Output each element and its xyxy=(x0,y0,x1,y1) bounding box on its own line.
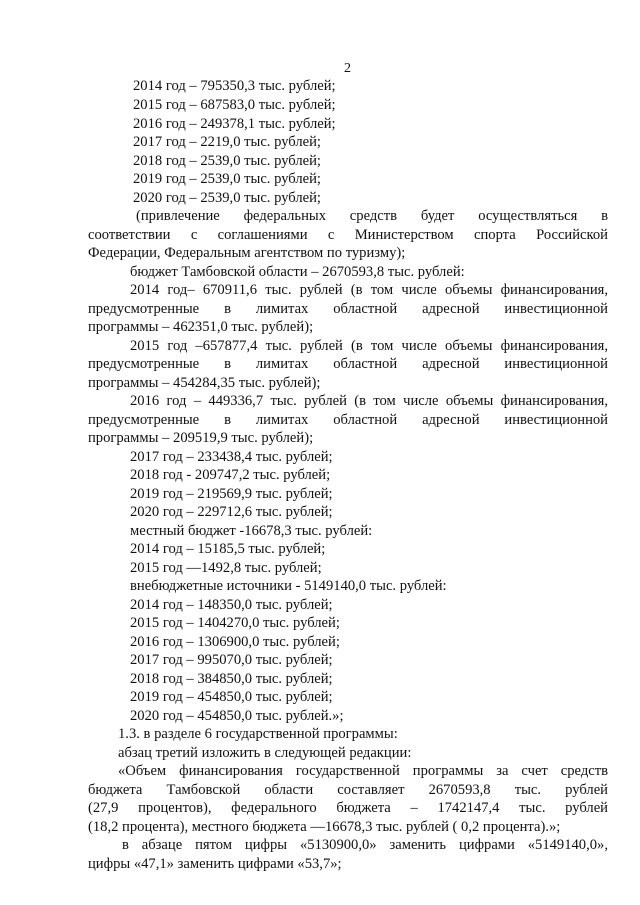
page-number: 2 xyxy=(344,61,351,76)
text-line: 2020 год – 454850,0 тыс. рублей.»; xyxy=(130,708,344,724)
text-line: местный бюджет -16678,3 тыс. рублей: xyxy=(130,523,373,539)
text-line: 2017 год – 233438,4 тыс. рублей; xyxy=(130,449,333,465)
text-line: 2016 год – 449336,7 тыс. рублей (в том числе объемы финансирования, xyxy=(130,393,608,409)
text-line: «Объем финансирования государственной программы за счет средств xyxy=(118,763,608,779)
text-line: бюджета Тамбовской области составляет 2670593,8 тыс. рублей xyxy=(88,782,608,798)
text-line: 2015 год —1492,8 тыс. рублей; xyxy=(130,560,322,576)
text-line: (привлечение федеральных средств будет осуществляться в xyxy=(136,208,608,224)
text-line: 2016 год – 249378,1 тыс. рублей; xyxy=(133,116,336,132)
text-line: 1.3. в разделе 6 государственной программы: xyxy=(118,726,398,742)
text-line: в абзаце пятом цифры «5130900,0» заменить цифрами «5149140,0», xyxy=(122,837,608,853)
text-line: предусмотренные в лимитах областной адресной инвестиционной xyxy=(88,301,608,317)
text-line: 2014 год – 795350,3 тыс. рублей; xyxy=(133,78,336,94)
text-line: 2017 год – 995070,0 тыс. рублей; xyxy=(130,652,333,668)
text-line: предусмотренные в лимитах областной адресной инвестиционной xyxy=(88,356,608,372)
text-line: 2019 год – 454850,0 тыс. рублей; xyxy=(130,689,333,705)
text-line: 2016 год – 1306900,0 тыс. рублей; xyxy=(130,634,340,650)
text-line: 2015 год – 1404270,0 тыс. рублей; xyxy=(130,615,340,631)
text-line: (18,2 процента), местного бюджета —16678,3 тыс. рублей ( 0,2 процента).»; xyxy=(88,819,561,835)
text-line: внебюджетные источники - 5149140,0 тыс. рублей: xyxy=(130,578,447,594)
text-line: 2018 год – 2539,0 тыс. рублей; xyxy=(133,153,321,169)
text-line: 2018 год – 384850,0 тыс. рублей; xyxy=(130,671,333,687)
text-line: предусмотренные в лимитах областной адресной инвестиционной xyxy=(88,412,608,428)
text-line: абзац третий изложить в следующей редакции: xyxy=(118,745,412,761)
text-line: 2015 год –657877,4 тыс. рублей (в том числе объемы финансирования, xyxy=(130,338,608,354)
text-line: программы – 462351,0 тыс. рублей); xyxy=(88,319,314,335)
text-line: программы – 454284,35 тыс. рублей); xyxy=(88,375,321,391)
text-line: 2020 год – 229712,6 тыс. рублей; xyxy=(130,504,333,520)
text-line: 2015 год – 687583,0 тыс. рублей; xyxy=(133,97,336,113)
text-line: 2014 год– 670911,6 тыс. рублей (в том числе объемы финансирования, xyxy=(130,282,608,298)
text-line: (27,9 процентов), федерального бюджета – 1742147,4 тыс. рублей xyxy=(88,800,608,816)
text-line: 2020 год – 2539,0 тыс. рублей; xyxy=(133,190,321,206)
text-line: 2019 год – 2539,0 тыс. рублей; xyxy=(133,171,321,187)
text-line: бюджет Тамбовской области – 2670593,8 тыс. рублей: xyxy=(130,264,465,280)
text-line: 2014 год – 148350,0 тыс. рублей; xyxy=(130,597,333,613)
text-line: 2014 год – 15185,5 тыс. рублей; xyxy=(130,541,326,557)
text-line: 2017 год – 2219,0 тыс. рублей; xyxy=(133,134,321,150)
text-line: цифры «47,1» заменить цифрами «53,7»; xyxy=(88,856,342,872)
text-line: соответствии с соглашениями с Министерством спорта Российской xyxy=(88,227,608,243)
text-line: Федерации, Федеральным агентством по туризму); xyxy=(88,245,406,261)
text-line: 2018 год - 209747,2 тыс. рублей; xyxy=(130,467,331,483)
text-line: 2019 год – 219569,9 тыс. рублей; xyxy=(130,486,333,502)
text-line: программы – 209519,9 тыс. рублей); xyxy=(88,430,314,446)
